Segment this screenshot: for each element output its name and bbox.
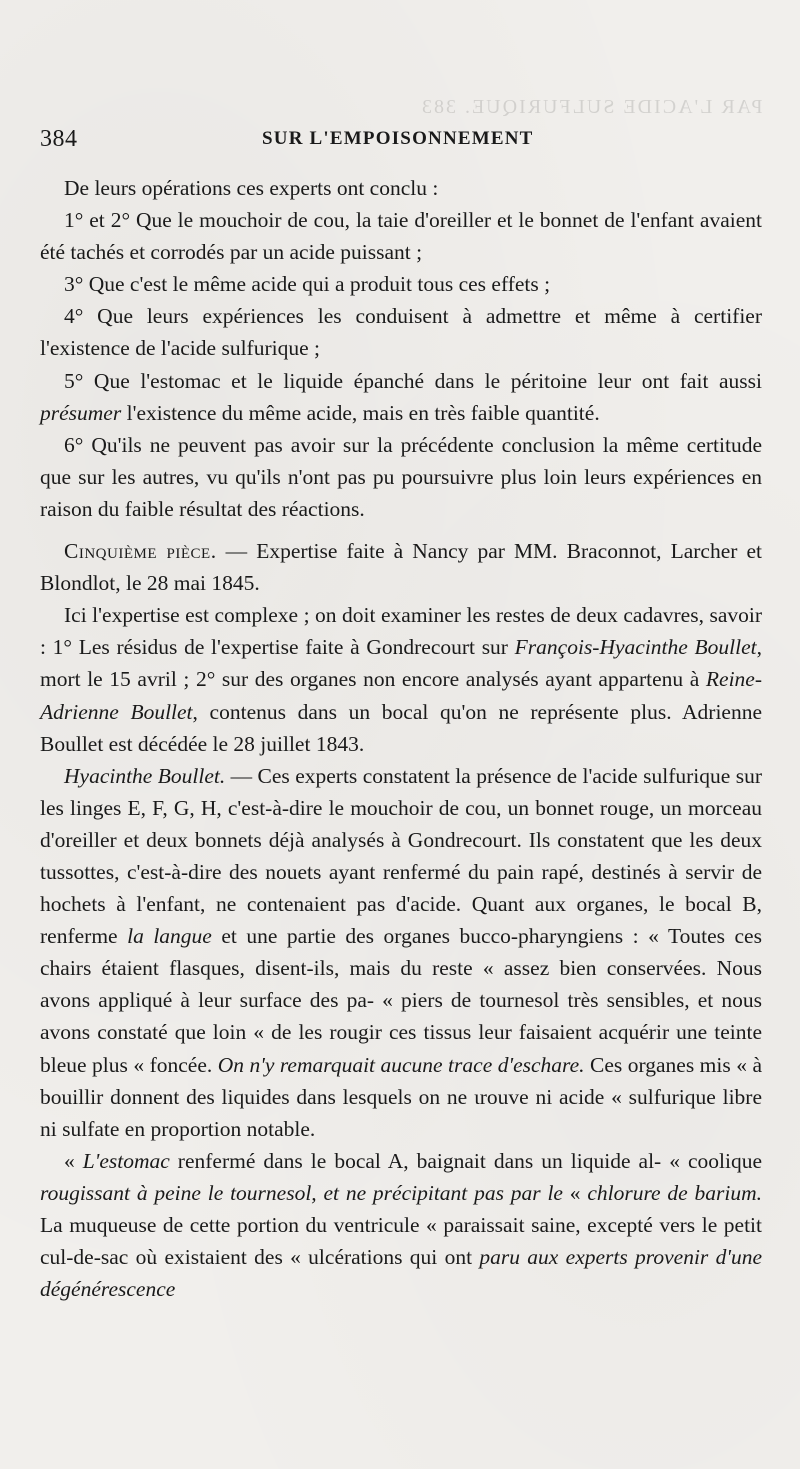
text-run: 1° et 2° Que le mouchoir de cou, la taie d'oreiller et le bonnet de l'enfant avaient été tachés et corrodés par un acide puissant ;	[40, 208, 762, 265]
running-title: SUR L'EMPOISONNEMENT	[262, 128, 534, 149]
italic-text: On n'y remarquait aucune trace d'eschare.	[217, 1052, 585, 1077]
italic-text: Hyacinthe Boullet.	[64, 763, 226, 788]
italic-text: L'estomac	[82, 1148, 170, 1173]
text-run: «	[562, 1180, 588, 1205]
show-through-text: PAR L'ACIDE SULFURIQUE. 383	[420, 96, 763, 118]
italic-text: paru aux experts provenir d'une dégénérescence	[40, 1245, 762, 1302]
paragraph-p10	[40, 1145, 762, 1305]
italic-text: chlorure de barium.	[587, 1180, 763, 1205]
text-run: La muqueuse de cette portion du ventricule « paraissait saine, excepté vers le petit cul-de-sac où existaient des « ulcérations qui ont	[40, 1213, 762, 1270]
paragraph-p3	[40, 268, 762, 300]
italic-text: la langue	[127, 924, 212, 949]
paragraph-p6	[40, 429, 762, 525]
italic-text: François-Hyacinthe Boullet	[514, 635, 757, 660]
paragraph-p9	[40, 760, 762, 1145]
section-heading: Cinquième pièce.	[64, 539, 217, 564]
paragraph-p2	[40, 204, 762, 268]
paragraph-p5	[40, 365, 762, 429]
text-run: , mort le 15 avril ; 2° sur des organes non encore analysés ayant appartenu à	[40, 635, 762, 692]
text-run: — Expertise faite à Nancy par MM. Braconnot, Larcher et Blondlot, le 28 mai 1845.	[40, 539, 762, 596]
text-run: renfermé dans le bocal A, baignait dans un liquide al- « coolique	[169, 1148, 762, 1173]
italic-text: présumer	[40, 400, 122, 425]
body-text	[40, 172, 762, 1305]
page-header	[40, 126, 760, 156]
text-run: et une partie des organes bucco-pharyngiens : « Toutes ces chairs étaient flasques, disent-ils, mais du reste « assez bien conservées. Nous avons appliqué à leur surface des pa- « piers de tournesol très sensibles, et nous avons constaté que loin « de les rougir ces tissus leur faisaient acquérir une teinte bleue plus « foncée.	[40, 924, 762, 1077]
paragraph-p1	[40, 172, 762, 204]
paragraph-p7	[40, 535, 762, 599]
text-run: De leurs opérations ces experts ont conclu :	[64, 176, 439, 200]
page-number: 384	[40, 126, 78, 152]
italic-text: rougissant à peine le tournesol, et ne précipitant pas par le	[40, 1180, 563, 1205]
text-run: 5° Que l'estomac et le liquide épanché dans le péritoine leur ont fait aussi	[64, 368, 762, 393]
text-run: «	[64, 1148, 83, 1173]
text-run: l'existence du même acide, mais en très faible quantité.	[121, 400, 600, 425]
text-run: — Ces experts constatent la présence de l'acide sulfurique sur les linges E, F, G, H, c'est-à-dire le mouchoir de cou, un bonnet rouge, un morceau d'oreiller et deux bonnets déjà analysés à Gondrecourt. Ils constatent que les deux tussottes, c'est-à-dire des nouets ayant renfermé du pain rapé, destinés à servir de hochets à l'enfant, ne contenaient pas d'acide. Quant aux organes, le bocal B, renferme	[40, 763, 762, 949]
text-run: Ces organes mis « à bouillir donnent des liquides dans lesquels on ne ιrouve ni acide « sulfurique libre ni sulfate en proportion notable.	[40, 1052, 762, 1141]
text-run: Ici l'expertise est complexe ; on doit examiner les restes de deux cadavres, savoir : 1° Les résidus de l'expertise faite à Gondrecourt sur	[40, 603, 762, 660]
paragraph-p4	[40, 300, 762, 364]
text-run: , contenus dans un bocal qu'on ne représente plus. Adrienne Boullet est décédée le 28 juillet 1843.	[40, 699, 763, 756]
text-run: 4° Que leurs expériences les conduisent à admettre et même à certifier l'existence de l'acide sulfurique ;	[40, 304, 762, 361]
text-run: 3° Que c'est le même acide qui a produit tous ces effets ;	[64, 272, 551, 297]
italic-text: Reine-Adrienne Boullet	[40, 667, 762, 724]
paragraph-p8	[40, 599, 762, 759]
text-run: 6° Qu'ils ne peuvent pas avoir sur la précédente conclusion la même certitude que sur les autres, vu qu'ils n'ont pas pu poursuivre plus loin leurs expériences en raison du faible résultat des réactions.	[40, 432, 762, 521]
